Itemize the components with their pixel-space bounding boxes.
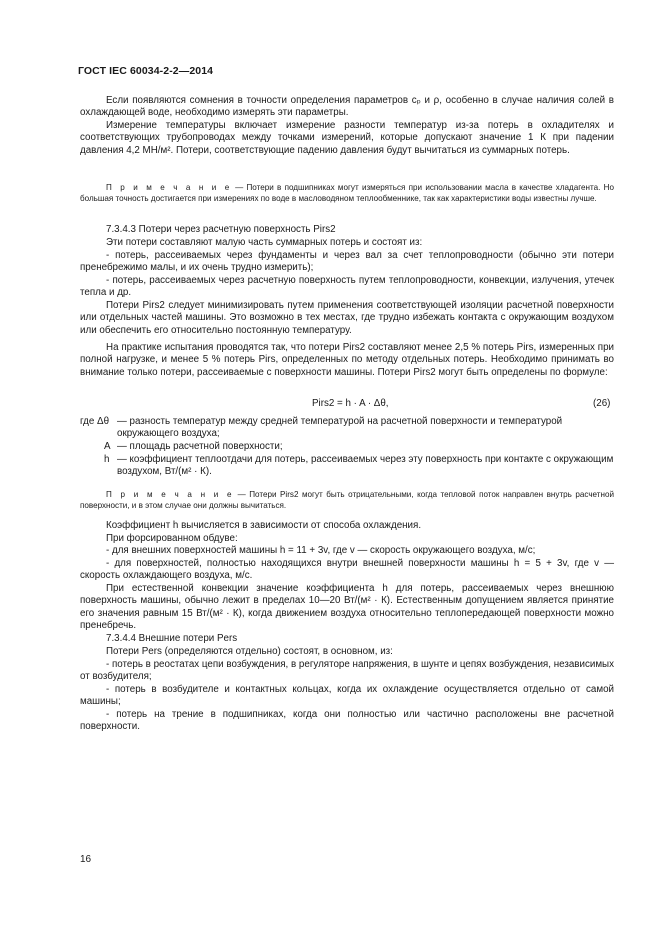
definition-h-text: — коэффициент теплоотдачи для потерь, рассеиваемых через эту поверхность при контакте с окружающим воздухом, Вт/(м² · К). xyxy=(117,454,614,478)
paragraph-external-losses-intro: Потери Pers (определяются отдельно) состоят, в основном, из: xyxy=(106,646,393,657)
definition-a-text: — площадь расчетной поверхности; xyxy=(117,441,283,452)
paragraph-natural-convection: При естественной конвекции значение коэффициента h для потерь, рассеиваемых через внешнюю поверхность машины, обычно лежит в пределах 10—20 Вт/(м² · К). Естественным допущением является принятие его значения равным 15 Вт/(м² · К), когда движением воздуха относительно теплопередающей поверхности можно пренебречь. xyxy=(80,583,614,632)
note-label: П р и м е ч а н и е xyxy=(106,183,232,192)
definition-h-symbol: h xyxy=(104,454,110,465)
formula-number: (26) xyxy=(593,398,611,409)
section-7-3-4-3-title: 7.3.4.3 Потери через расчетную поверхность Pirs2 xyxy=(106,224,336,235)
paragraph-temperature-measurement: Измерение температуры включает измерение разности температур из-за потерь в охладителях и соответствующих трубопроводах между точками измерений, которые допускают значение 1 К при падении давления 4,2 МН/м². Потери, соответствующие падению давления будут вычитаться из суммарных потерь. xyxy=(80,120,614,156)
page-number: 16 xyxy=(80,854,92,865)
list-item-internal-surfaces: - для поверхностей, полностью находящихся внутри внешней поверхности машины h = 5 + 3v, где v — скорость охлаждающего воздуха, м/с. xyxy=(80,558,614,582)
paragraph-practical-tests: На практике испытания проводятся так, что потери Pirs2 составляют менее 2,5 % потерь Pirs, измеренных при полной нагрузке, и менее 5 % потерь Pirs, определенных по методу отдельных потерь. Необходимо принимать во внимание только потери, рассеиваемые с поверхности машины. Потери Pirs2 могут быть определены по формуле: xyxy=(80,342,614,378)
list-item-external-surfaces: - для внешних поверхностей машины h = 11 + 3v, где v — скорость окружающего воздуха, м/с; xyxy=(106,545,536,556)
paragraph-minimize-losses: Потери Pirs2 следует минимизировать путем применения соответствующей изоляции расчетной поверхности или отдельных частей машины. Это возможно в тех местах, где трудно избежать контакта с окружающим воздухом или обеспечить его относительно постоянную температуру. xyxy=(80,300,614,336)
note-text: — Потери Pirs2 могут быть отрицательными, когда тепловой поток направлен внутрь расчетной поверхности, и в этом случае они должны вычитаться. xyxy=(80,490,614,511)
list-item-foundation-losses: - потерь, рассеиваемых через фундаменты и через вал за счет теплопроводности (обычно эти потери пренебрежимо малы, и их очень трудно измерить); xyxy=(80,250,614,274)
definition-delta-theta-symbol: где Δθ xyxy=(80,416,110,427)
definition-delta-theta-text: — разность температур между средней температурой на расчетной поверхности и температурой окружающего воздуха; xyxy=(117,416,563,440)
list-item-exciter-losses: - потерь в возбудителе и контактных кольцах, когда их охлаждение осуществляется отдельно от самой машины; xyxy=(80,684,614,708)
paragraph-param-accuracy: Если появляются сомнения в точности определения параметров cₚ и ρ, особенно в случае наличия солей в охлаждающей воде, необходимо измерять эти параметры. xyxy=(80,95,614,119)
note-text: — Потери в подшипниках могут измеряться при использовании масла в качестве хладагента. Но большая точность достигается при измерениях по воде в масловодяном теплообменнике, так как характеристики воды известны лучше. xyxy=(80,183,614,204)
definition-a-symbol: A xyxy=(104,441,111,452)
section-7-3-4-4-title: 7.3.4.4 Внешние потери Pers xyxy=(106,633,238,644)
paragraph-forced-air: При форсированном обдуве: xyxy=(106,533,238,544)
note-bearing-losses xyxy=(80,182,614,204)
note-label: П р и м е ч а н и е xyxy=(106,490,235,499)
paragraph-coefficient-h: Коэффициент h вычисляется в зависимости от способа охлаждения. xyxy=(106,520,422,531)
formula-26: Pirs2 = h · A · Δθ, xyxy=(312,398,389,409)
list-item-bearing-friction-losses: - потерь на трение в подшипниках, когда они полностью или частично расположены вне расчетной поверхности. xyxy=(80,709,614,733)
paragraph-losses-intro: Эти потери составляют малую часть суммарных потерь и состоят из: xyxy=(106,237,423,248)
note-negative-losses xyxy=(80,489,614,511)
list-item-surface-losses: - потерь, рассеиваемых через расчетную поверхность путем теплопроводности, конвекции, излучения, утечек тепла и др. xyxy=(80,275,614,299)
document-header: ГОСТ IEC 60034-2-2—2014 xyxy=(78,65,214,77)
list-item-rheostat-losses: - потерь в реостатах цепи возбуждения, в регуляторе напряжения, в шунте и цепях возбуждения, независимых от возбудителя; xyxy=(80,659,614,683)
